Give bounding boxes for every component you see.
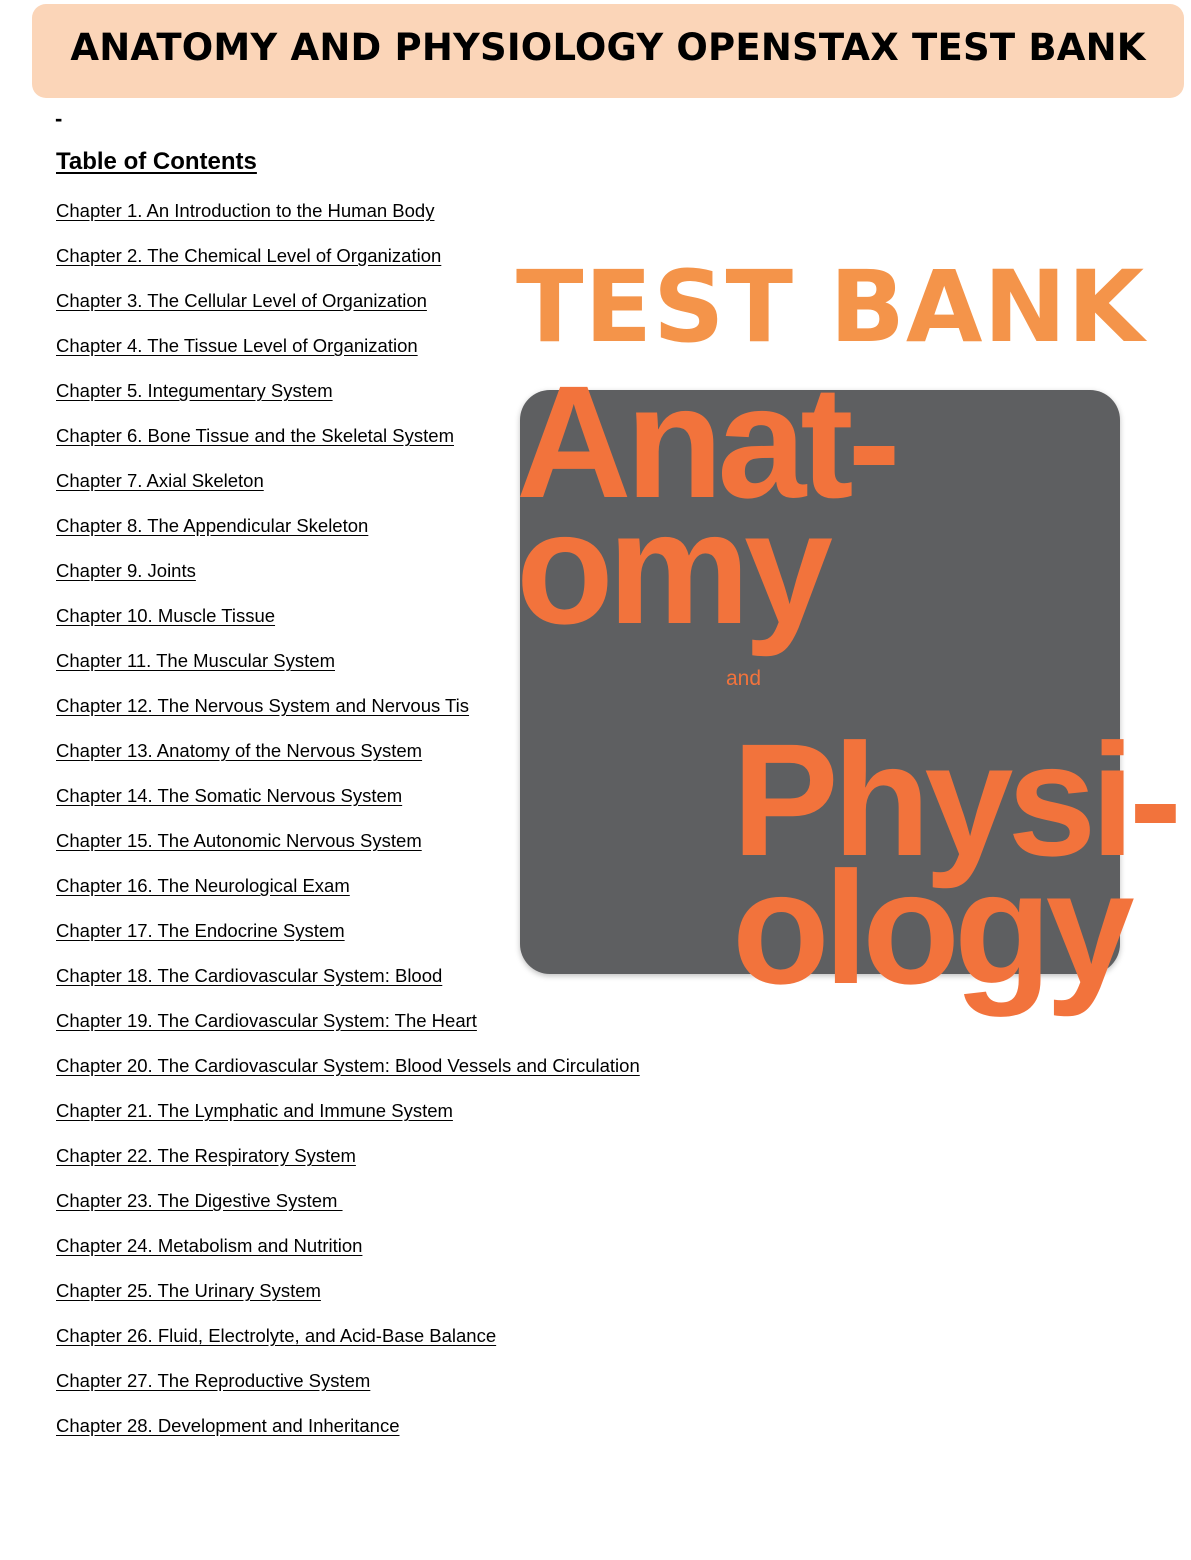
toc-heading: Table of Contents: [56, 148, 257, 175]
toc-chapter-link-14[interactable]: Chapter 14. The Somatic Nervous System: [56, 785, 403, 806]
cover-word-and: and: [726, 667, 762, 690]
toc-chapter-link-18[interactable]: Chapter 18. The Cardiovascular System: Blood: [56, 965, 443, 986]
toc-chapter-link-1[interactable]: Chapter 1. An Introduction to the Human Body: [56, 200, 435, 221]
test-bank-heading: TEST BANK: [516, 250, 1146, 365]
toc-item: [56, 1010, 640, 1055]
toc-item: [56, 1325, 640, 1370]
toc-chapter-link-26[interactable]: Chapter 26. Fluid, Electrolyte, and Acid-Base Balance: [56, 1325, 497, 1346]
toc-chapter-link-7[interactable]: Chapter 7. Axial Skeleton: [56, 470, 264, 491]
toc-chapter-link-6[interactable]: Chapter 6. Bone Tissue and the Skeletal System: [56, 425, 454, 446]
toc-chapter-link-9[interactable]: Chapter 9. Joints: [56, 560, 196, 581]
toc-chapter-link-28[interactable]: Chapter 28. Development and Inheritance: [56, 1415, 400, 1436]
toc-chapter-link-25[interactable]: Chapter 25. The Urinary System: [56, 1280, 321, 1301]
cover-word-ology: ology: [732, 838, 1129, 1017]
toc-item: [56, 1145, 640, 1190]
toc-chapter-link-2[interactable]: Chapter 2. The Chemical Level of Organization: [56, 245, 442, 266]
toc-item: [56, 1055, 640, 1100]
toc-chapter-link-15[interactable]: Chapter 15. The Autonomic Nervous System: [56, 830, 422, 851]
toc-chapter-link-11[interactable]: Chapter 11. The Muscular System: [56, 650, 335, 671]
toc-item: [56, 1100, 640, 1145]
toc-chapter-link-19[interactable]: Chapter 19. The Cardiovascular System: The Heart: [56, 1010, 477, 1031]
toc-chapter-link-4[interactable]: Chapter 4. The Tissue Level of Organization: [56, 335, 418, 356]
toc-chapter-link-8[interactable]: Chapter 8. The Appendicular Skeleton: [56, 515, 369, 536]
toc-chapter-link-24[interactable]: Chapter 24. Metabolism and Nutrition: [56, 1235, 363, 1256]
toc-chapter-link-16[interactable]: Chapter 16. The Neurological Exam: [56, 875, 350, 896]
toc-item: [56, 1190, 640, 1235]
toc-item: [56, 1370, 640, 1415]
toc-chapter-link-17[interactable]: Chapter 17. The Endocrine System: [56, 920, 345, 941]
toc-chapter-link-23[interactable]: Chapter 23. The Digestive System: [56, 1190, 343, 1211]
toc-item: [56, 1280, 640, 1325]
toc-chapter-link-22[interactable]: Chapter 22. The Respiratory System: [56, 1145, 356, 1166]
toc-chapter-link-21[interactable]: Chapter 21. The Lymphatic and Immune System: [56, 1100, 453, 1121]
book-cover-image: [516, 352, 1177, 1017]
toc-chapter-link-20[interactable]: Chapter 20. The Cardiovascular System: Blood Vessels and Circulation: [56, 1055, 640, 1076]
toc-chapter-link-3[interactable]: Chapter 3. The Cellular Level of Organization: [56, 290, 427, 311]
toc-chapter-link-27[interactable]: Chapter 27. The Reproductive System: [56, 1370, 371, 1391]
cover-word-physi: Physi-: [732, 710, 1177, 889]
document-title: ANATOMY AND PHYSIOLOGY OPENSTAX TEST BANK: [70, 25, 1146, 69]
toc-chapter-link-10[interactable]: Chapter 10. Muscle Tissue: [56, 605, 276, 626]
toc-chapter-link-13[interactable]: Chapter 13. Anatomy of the Nervous System: [56, 740, 423, 761]
toc-chapter-link-12[interactable]: Chapter 12. The Nervous System and Nervous Tis: [56, 695, 470, 716]
header-banner: [32, 4, 1184, 98]
dash-marker: -: [55, 106, 63, 131]
toc-item: [56, 1415, 640, 1460]
cover-word-omy: omy: [516, 478, 827, 657]
cover-word-anat: Anat-: [516, 352, 895, 531]
toc-item: [56, 200, 640, 245]
toc-item: [56, 1235, 640, 1280]
toc-chapter-link-5[interactable]: Chapter 5. Integumentary System: [56, 380, 333, 401]
